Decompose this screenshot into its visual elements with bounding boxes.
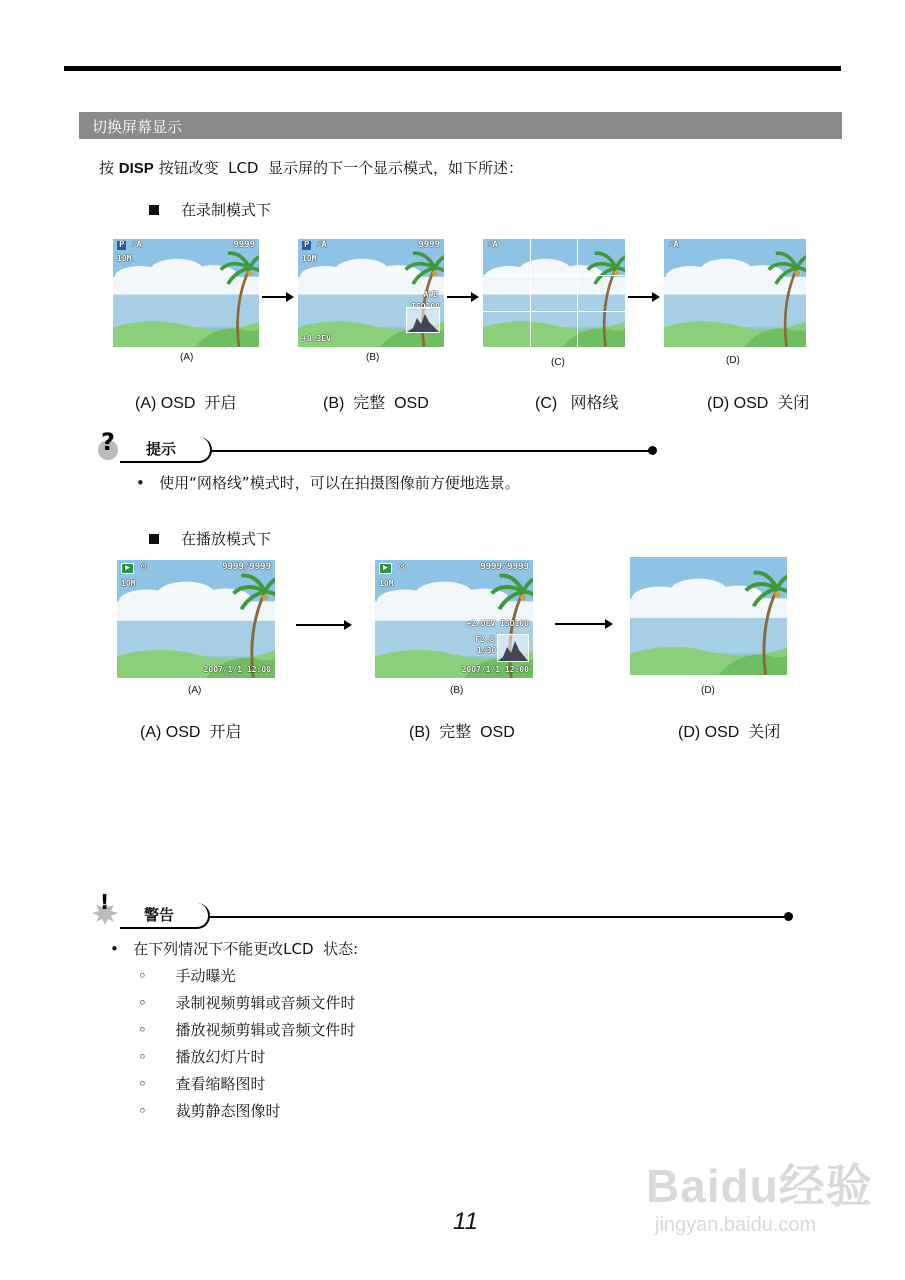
image-size-icon: 10M [302,254,317,263]
flash-auto-icon: ⚡A [316,240,327,250]
grid-line [483,275,625,276]
warning-rule [208,916,788,918]
arrow-icon [296,624,350,626]
record-screen-b [298,239,444,347]
warning-label: 警告 [144,906,175,924]
shots-remaining: 9999 [233,240,255,250]
arrow-icon [628,296,658,298]
page-number: 11 [453,1208,478,1235]
record-sublabel-c: (C) [551,357,565,368]
tip-label: 提示 [146,440,177,458]
warning-tab-outline [120,903,210,929]
grid-line [530,239,531,347]
histogram-icon [497,634,529,662]
warning-item: ◦ 裁剪静态图像时 [138,1102,281,1120]
arrow-icon [447,296,477,298]
record-caption-b: (B) 完整 OSD [323,395,429,412]
play-icon: ▶ [121,563,134,574]
warning-item: ◦ 录制视频剪辑或音频文件时 [138,994,356,1012]
record-mode-heading: 在录制模式下 [149,199,271,220]
arrow-icon [555,623,611,625]
playback-sublabel-a: (A) [188,685,202,696]
baidu-watermark-url: jingyan.baidu.com [655,1214,817,1236]
record-caption-c: (C) 网格线 [535,395,619,412]
warning-rule-end-dot [784,912,793,921]
disp-key: DISP [118,160,154,177]
playback-caption-b: (B) 完整 OSD [409,724,515,741]
baidu-watermark-logo: Baidu经验 [646,1160,873,1212]
protect-icon: ⊙ [141,562,147,572]
record-sublabel-d: (D) [726,355,740,366]
section-header-bar [79,112,842,139]
aperture-value: F2.8 [475,635,495,644]
warning-item: ◦ 手动曝光 [138,967,236,985]
warning-item: ◦ 播放视频剪辑或音频文件时 [138,1021,356,1039]
svg-text:?: ? [101,428,115,456]
flash-auto-icon: ⚡A [487,240,498,250]
grid-line [483,311,625,312]
grid-line [577,239,578,347]
section-title: 切换屏幕显示 [92,118,183,136]
protect-icon: ⊙ [399,562,405,572]
record-sublabel-b: (B) [366,352,380,363]
playback-sublabel-d: (D) [701,685,715,696]
record-caption-a: (A) OSD 开启 [135,395,237,412]
svg-text:!: ! [100,891,110,914]
mode-p-icon: P [304,240,310,250]
square-bullet-icon [149,534,159,544]
question-icon [95,428,121,462]
image-size-icon: 10M [121,579,136,588]
record-screen-c [483,239,625,347]
tip-tab-outline [120,437,212,463]
date-time: 2007/1/1 12:00 [203,665,271,674]
play-icon: ▶ [379,563,392,574]
file-counter: 9999/9999 [222,562,271,572]
top-rule [64,66,841,71]
square-bullet-icon [149,205,159,215]
playback-screen-b [375,560,533,678]
record-screen-d [664,239,806,347]
tip-text: • 使用“网格线”模式时，可以在拍摄图像前方便地选景。 [136,474,520,492]
tip-rule [210,450,652,452]
flash-auto-icon: ⚡A [668,240,679,250]
record-screen-a [113,239,259,347]
image-size-icon: 10M [379,579,394,588]
date-time: 2007/1/1 12:00 [461,665,529,674]
playback-screen-a [117,560,275,678]
ev-iso-readout: +2.0EV ISO100 [466,619,529,628]
ev-value: +0.3EV [302,334,331,343]
playback-caption-d: (D) OSD 关闭 [678,724,781,741]
arrow-icon [262,296,292,298]
file-counter: 9999/9999 [480,562,529,572]
record-sublabel-a: (A) [180,352,194,363]
intro-text: 按 DISP 按钮改变 LCD 显示屏的下一个显示模式，如下所述： [99,159,524,177]
tip-rule-end-dot [648,446,657,455]
record-caption-d: (D) OSD 关闭 [707,395,810,412]
warning-item: ◦ 播放幻灯片时 [138,1048,266,1066]
playback-mode-heading: 在播放模式下 [149,528,271,549]
image-size-icon: 10M [117,254,132,263]
playback-sublabel-b: (B) [450,685,464,696]
playback-screen-d [630,557,787,675]
flash-auto-icon: ⚡A [131,240,142,250]
mode-p-icon: P [119,240,125,250]
shots-remaining: 9999 [418,240,440,250]
warning-lead: • 在下列情况下不能更改LCD 状态: [110,940,359,958]
warning-item: ◦ 查看缩略图时 [138,1075,266,1093]
awb-icon: AWB [423,290,438,299]
warning-icon [90,891,120,925]
playback-caption-a: (A) OSD 开启 [140,724,242,741]
histogram-icon [406,307,440,333]
shutter-value: 1/30 [477,646,497,655]
